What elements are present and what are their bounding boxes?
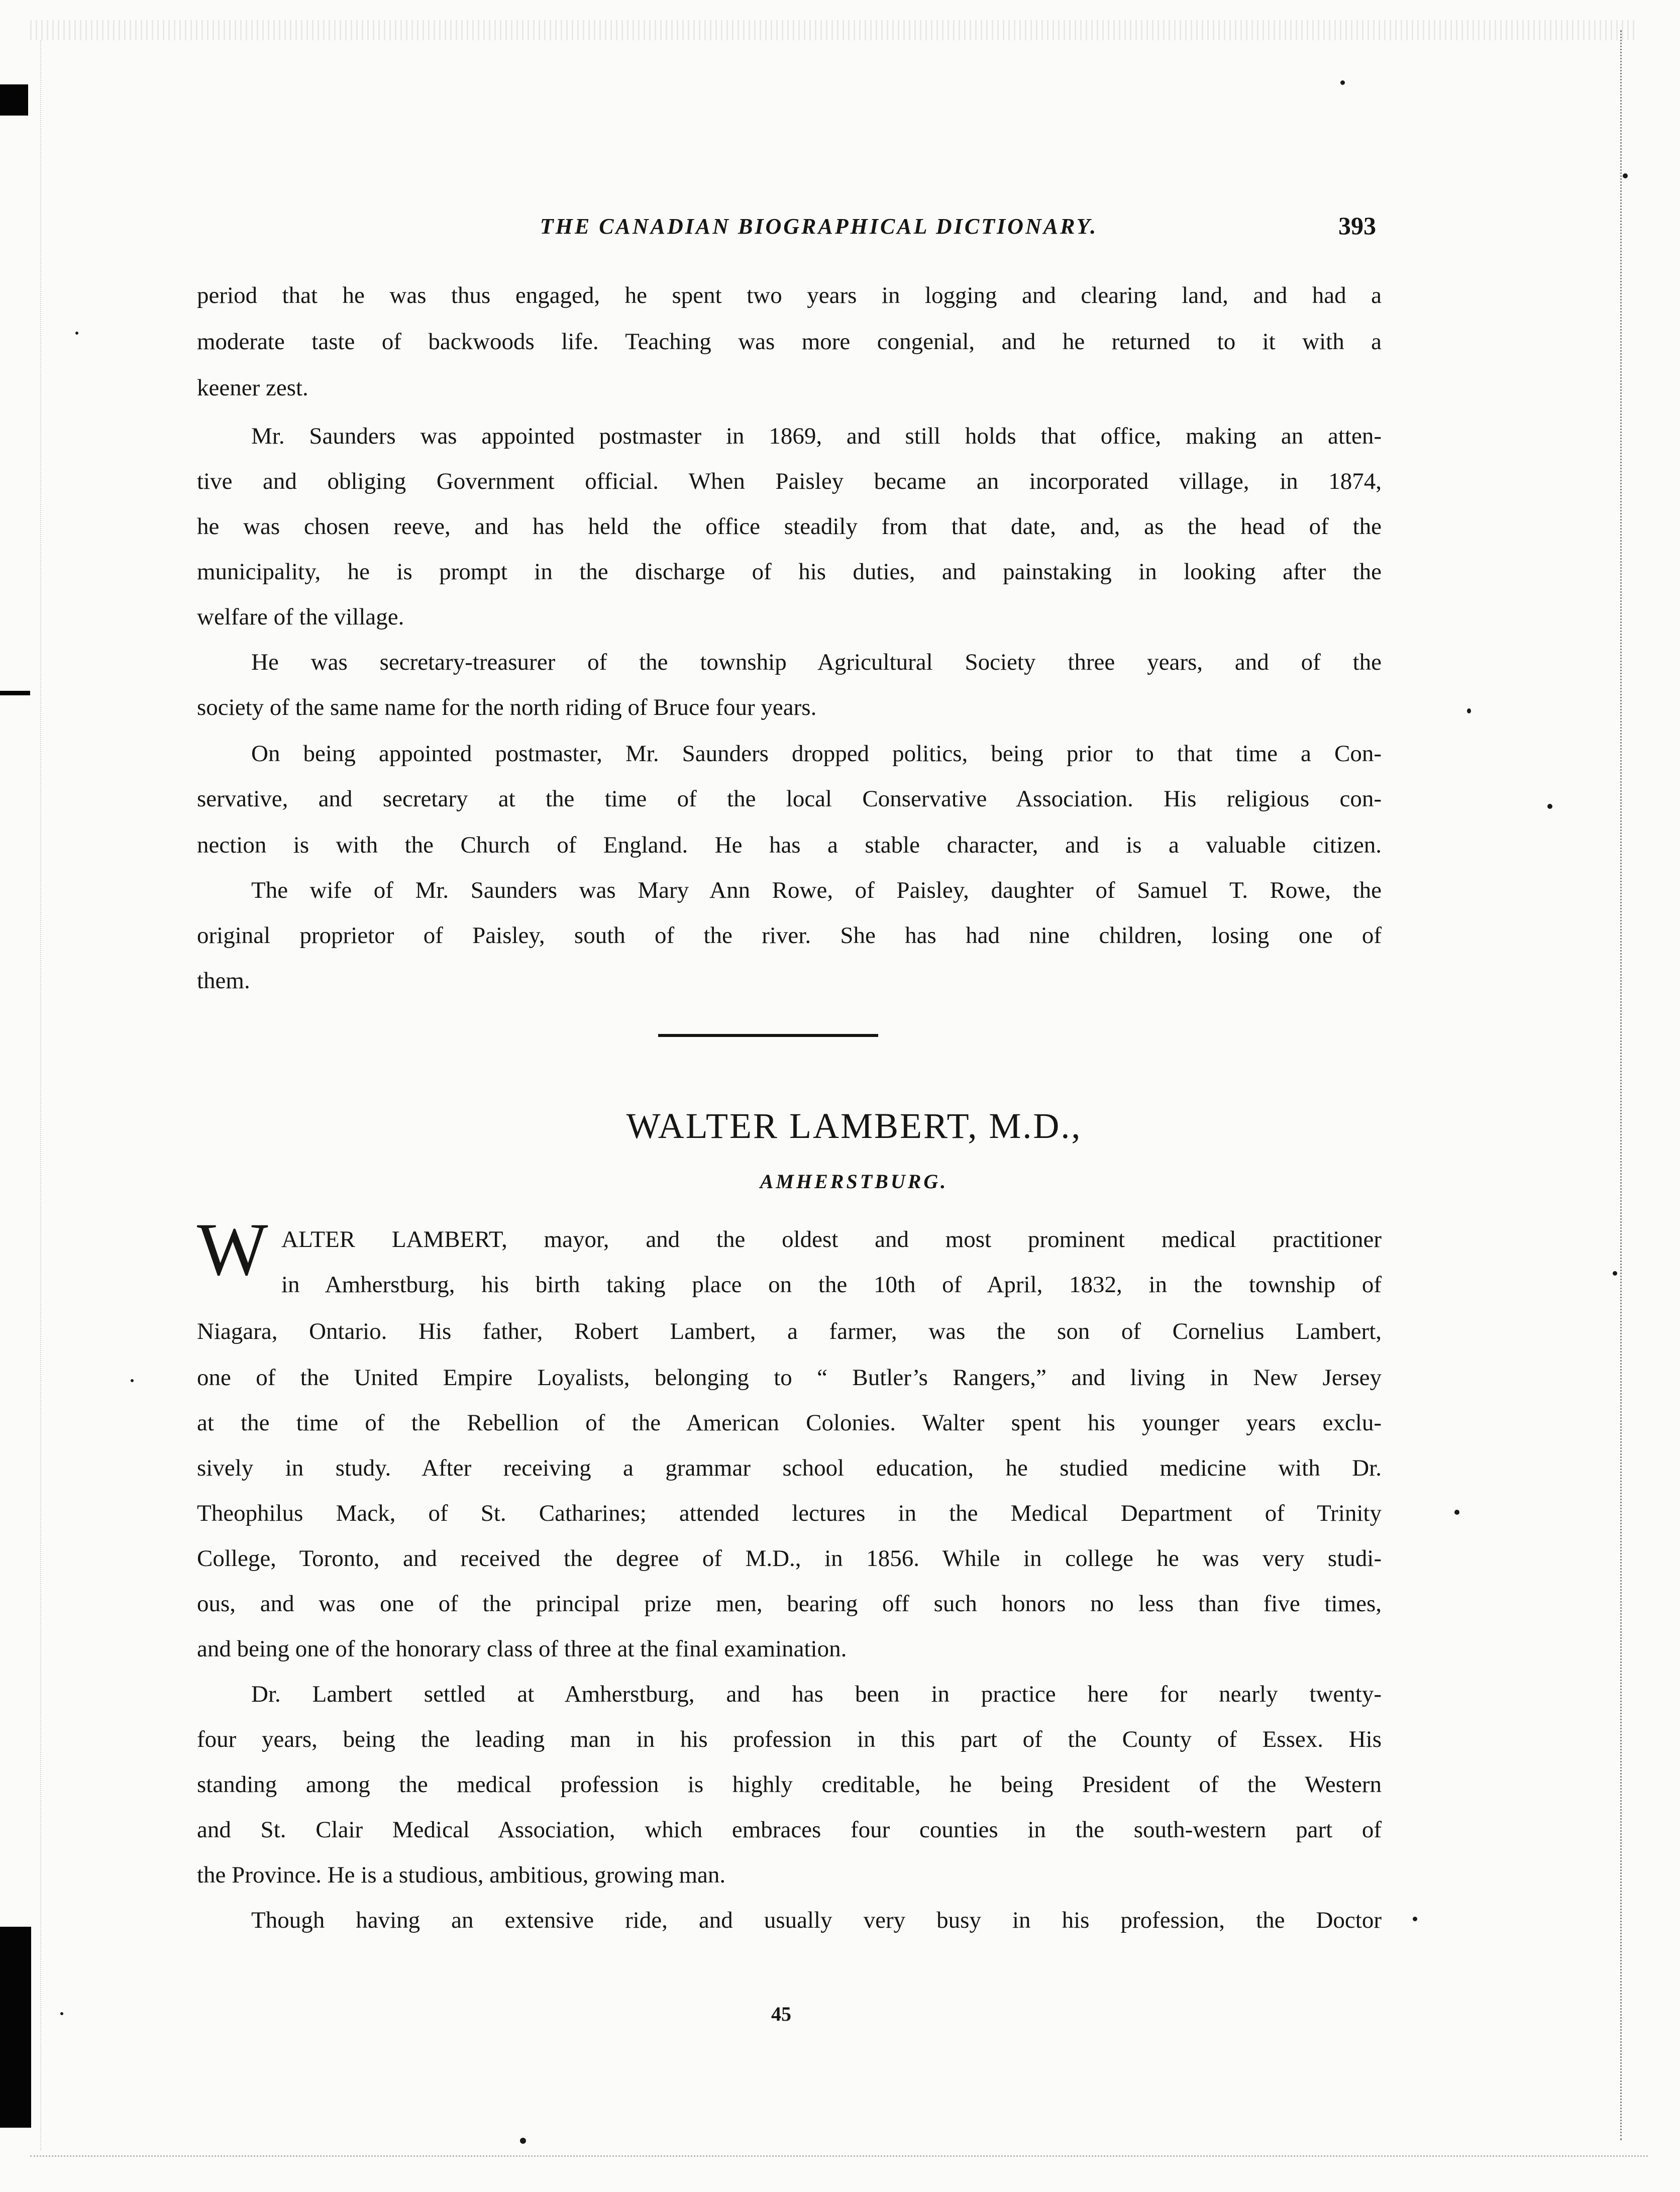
section-divider (658, 1034, 878, 1037)
text-line: tive and obliging Government official. When Paisley became an incorporated village, in 1874, (197, 468, 1382, 494)
running-head: THE CANADIAN BIOGRAPHICAL DICTIONARY. (540, 214, 1098, 239)
text-line: them. (197, 968, 250, 994)
binding-tab-mid (0, 691, 30, 695)
page-edge-right (1620, 30, 1631, 2140)
text-line: moderate taste of backwoods life. Teaching was more congenial, and he returned to it with a (197, 329, 1382, 355)
text-line: he was chosen reeve, and has held the office steadily from that date, and, as the head of the (197, 513, 1382, 540)
page-edge-top (30, 20, 1638, 40)
text-line: On being appointed postmaster, Mr. Saunders dropped politics, being prior to that time a Con- (251, 741, 1382, 767)
text-line: ous, and was one of the principal prize men, bearing off such honors no less than five times, (197, 1591, 1382, 1617)
text-line: the Province. He is a studious, ambitious, growing man. (197, 1862, 726, 1888)
text-line: four years, being the leading man in his profession in this part of the County of Essex. His (197, 1726, 1382, 1752)
text-line: period that he was thus engaged, he spent two years in logging and clearing land, and had a (197, 282, 1382, 308)
text-line: keener zest. (197, 375, 308, 401)
scan-speck (1623, 173, 1628, 178)
page-edge-bottom (30, 2155, 1648, 2167)
text-line: The wife of Mr. Saunders was Mary Ann Rowe, of Paisley, daughter of Samuel T. Rowe, the (251, 877, 1382, 903)
scan-speck (75, 332, 78, 335)
scan-speck (131, 1379, 134, 1382)
binding-tab-top (0, 84, 28, 116)
text-line: ALTER LAMBERT, mayor, and the oldest and most prominent medical practitioner (281, 1226, 1382, 1252)
text-line: Mr. Saunders was appointed postmaster in 1869, and still holds that office, making an atten- (251, 423, 1382, 449)
text-line: Niagara, Ontario. His father, Robert Lambert, a farmer, was the son of Cornelius Lambert, (197, 1318, 1382, 1344)
text-line: Theophilus Mack, of St. Catharines; attended lectures in the Medical Department of Trinity (197, 1500, 1382, 1526)
scan-speck (1467, 708, 1471, 713)
text-line: sively in study. After receiving a grammar school education, he studied medicine with Dr. (197, 1455, 1382, 1481)
text-line: College, Toronto, and received the degree of M.D., in 1856. While in college he was very studi- (197, 1545, 1382, 1572)
scan-speck (1454, 1510, 1459, 1515)
text-line: servative, and secretary at the time of the local Conservative Association. His religious con- (197, 786, 1382, 812)
scan-speck (1340, 80, 1345, 85)
text-line: He was secretary-treasurer of the township Agricultural Society three years, and of the (251, 649, 1382, 675)
text-line: Though having an extensive ride, and usually very busy in his profession, the Doctor (251, 1907, 1382, 1933)
text-line: society of the same name for the north riding of Bruce four years. (197, 694, 817, 720)
text-line: nection is with the Church of England. He has a stable character, and is a valuable citizen. (197, 832, 1382, 858)
text-line: at the time of the Rebellion of the American Colonies. Walter spent his younger years exclu- (197, 1410, 1382, 1436)
text-line: and St. Clair Medical Association, which embraces four counties in the south-western part of (197, 1817, 1382, 1843)
text-line: standing among the medical profession is highly creditable, he being President of the Western (197, 1771, 1382, 1798)
scan-speck (60, 2012, 63, 2015)
scan-speck (1413, 1917, 1417, 1921)
text-line: and being one of the honorary class of three at the final examination. (197, 1636, 847, 1662)
text-line: one of the United Empire Loyalists, belonging to “ Butler’s Rangers,” and living in New Jersey (197, 1365, 1382, 1391)
text-line: municipality, he is prompt in the discharge of his duties, and painstaking in looking after the (197, 559, 1382, 585)
scan-speck (1613, 1271, 1617, 1276)
binding-tab-bottom (0, 1927, 31, 2128)
signature-mark: 45 (771, 2003, 791, 2025)
text-line: welfare of the village. (197, 604, 404, 630)
scan-speck (1547, 804, 1552, 809)
drop-cap: W (197, 1208, 268, 1291)
text-line: original proprietor of Paisley, south of the river. She has had nine children, losing one of (197, 922, 1382, 949)
scan-speck (520, 2138, 526, 2144)
text-line: Dr. Lambert settled at Amherstburg, and has been in practice here for nearly twenty- (251, 1681, 1382, 1707)
text-line: in Amherstburg, his birth taking place on the 10th of April, 1832, in the township of (281, 1272, 1382, 1298)
page-edge-left (40, 40, 44, 2150)
page-number: 393 (1338, 212, 1376, 240)
entry-heading: WALTER LAMBERT, M.D., (626, 1106, 1082, 1146)
entry-location: AMHERSTBURG. (760, 1170, 949, 1193)
